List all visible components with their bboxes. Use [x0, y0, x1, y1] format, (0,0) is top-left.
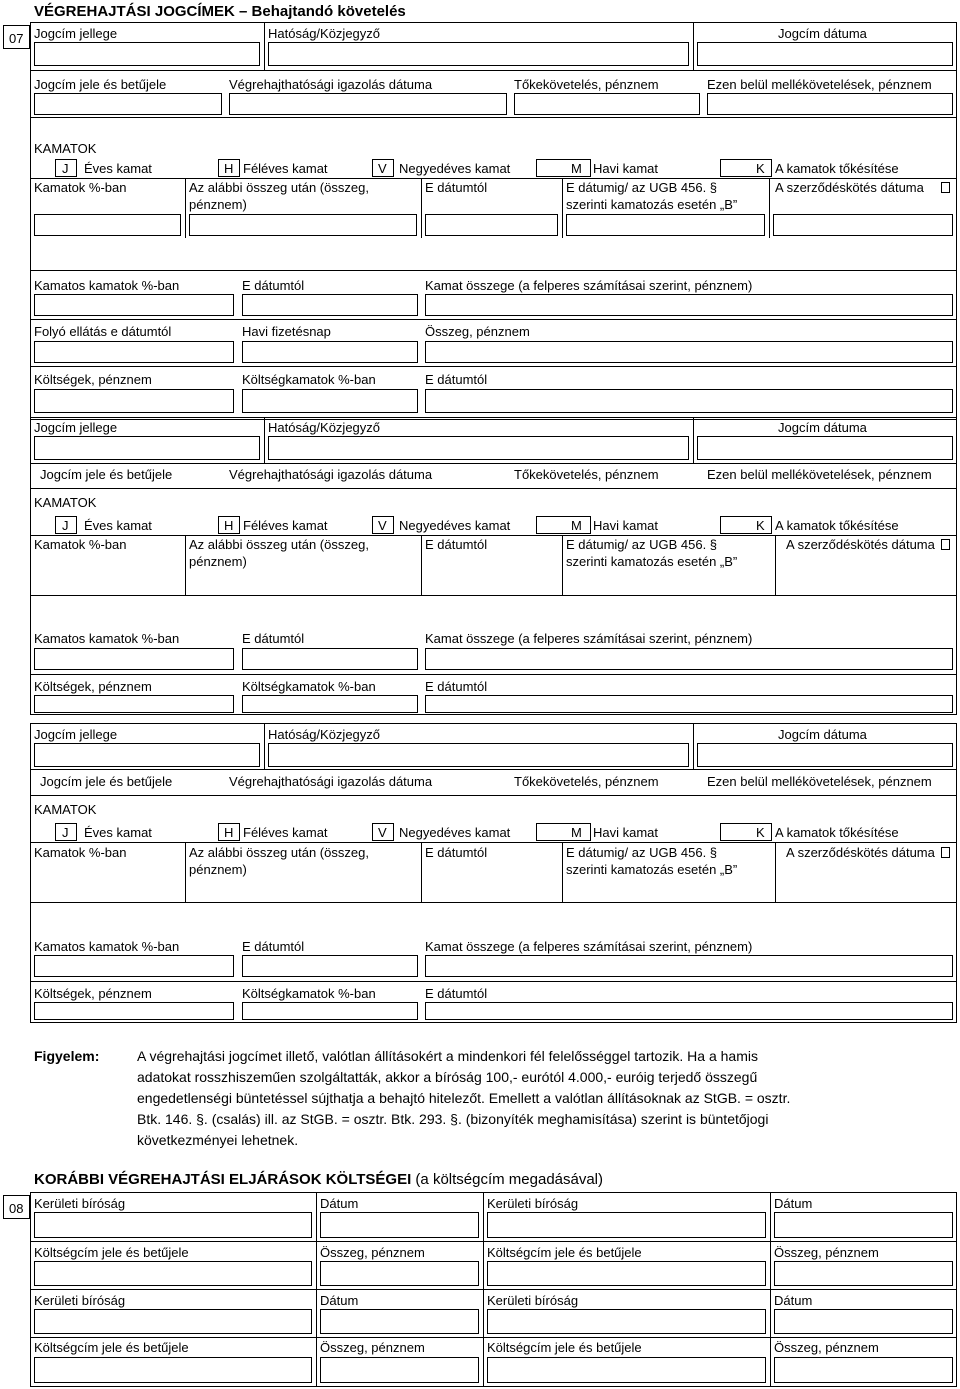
m-checkbox[interactable] — [536, 823, 591, 841]
kerueleti-birosag-field[interactable] — [487, 1212, 766, 1238]
kamatok-heading: KAMATOK — [34, 802, 97, 817]
koltseg-e-datumtol-label: E dátumtól — [425, 679, 488, 694]
jogcim-jele-label: Jogcím jele és betűjele — [34, 77, 167, 92]
osszeg-field[interactable] — [320, 1261, 479, 1286]
mellekkoveteles-label: Ezen belül mellékövetelések, pénznem — [707, 77, 932, 92]
jogcim-datuma-field[interactable] — [697, 743, 953, 767]
kamatos-e-datumtol-label: E dátumtól — [242, 278, 305, 293]
koltsegek-field[interactable] — [34, 1002, 234, 1020]
alabbi-osszeg-label-1: Az alábbi összeg után (összeg, — [189, 845, 369, 860]
section-08 — [0, 1165, 960, 1389]
datum-field[interactable] — [774, 1212, 953, 1238]
osszeg-label: Összeg, pénznem — [320, 1340, 425, 1355]
alabbi-osszeg-label-1: Az alábbi összeg után (összeg, — [189, 537, 369, 552]
kamatok-szazalek-label: Kamatok %-ban — [34, 537, 127, 552]
kamatos-e-datumtol-label: E dátumtól — [242, 939, 305, 954]
kamat-e-datumtol-label: E dátumtól — [425, 845, 488, 860]
m-letter: M — [571, 825, 582, 840]
e-datumig-label-2: szerinti kamatozás esetén „B” — [566, 554, 738, 569]
kamatos-kamatok-label: Kamatos kamatok %-ban — [34, 278, 180, 293]
jogcim-jele-label: Jogcím jele és betűjele — [40, 774, 173, 789]
kerueleti-birosag-label: Kerületi bíróság — [487, 1196, 579, 1211]
koltsegkamatok-label: Költségkamatok %-ban — [242, 986, 376, 1001]
havi-kamat-label: Havi kamat — [593, 825, 659, 840]
kamatos-e-datumtol-field[interactable] — [242, 955, 418, 977]
kamatos-kamatok-label: Kamatos kamatok %-ban — [34, 939, 180, 954]
koltsegkamatok-label: Költségkamatok %-ban — [242, 372, 376, 387]
szerzodeskotes-label: A szerződéskötés dátuma — [775, 180, 924, 195]
notice-line-1: A végrehajtási jogcímet illető, valótlan állításokért a mindenkori fél felelősséggel tartozik. Ha a hamis — [137, 1048, 758, 1064]
osszeg-label: Összeg, pénznem — [774, 1245, 879, 1260]
kamat-osszege-label: Kamat összege (a felperes számításai szerint, pénznem) — [425, 631, 753, 646]
mellekkoveteles-label: Ezen belül mellékövetelések, pénznem — [707, 774, 932, 789]
section-08-number: 08 — [9, 1201, 24, 1216]
koltsegek-label: Költségek, pénznem — [34, 372, 152, 387]
hatosag-label: Hatóság/Közjegyző — [268, 26, 381, 41]
mellekkoveteles-label: Ezen belül mellékövetelések, pénznem — [707, 467, 932, 482]
koltsegkamatok-field[interactable] — [242, 1002, 418, 1020]
jogcim-datuma-label: Jogcím dátuma — [778, 727, 867, 742]
koltsegkamatok-label: Költségkamatok %-ban — [242, 679, 376, 694]
kerueleti-birosag-label: Kerületi bíróság — [34, 1196, 126, 1211]
koltsegcim-field[interactable] — [34, 1357, 312, 1383]
koltsegcim-label: Költségcím jele és betűjele — [487, 1340, 642, 1355]
folyo-ellatas-label: Folyó ellátás e dátumtól — [34, 324, 172, 339]
datum-label: Dátum — [774, 1293, 813, 1308]
jogcim-jellege-label: Jogcím jellege — [34, 26, 118, 41]
v-letter: V — [378, 825, 387, 840]
kamatos-kamatok-field[interactable] — [34, 955, 234, 977]
negyedeves-kamat-label: Negyedéves kamat — [399, 161, 511, 176]
section-08-number-box — [3, 1195, 30, 1219]
eves-kamat-label: Éves kamat — [84, 825, 152, 840]
notice-line-4: Btk. 146. §. (csalás) ill. az StGB. = osztr. Btk. 293. §. (bizonyíték meghamisítása) szerint is büntetőjogi — [137, 1111, 769, 1127]
h-letter: H — [224, 518, 234, 533]
hatosag-label: Hatóság/Közjegyző — [268, 420, 381, 435]
e-datumig-label-1: E dátumig/ az UGB 456. § — [566, 845, 718, 860]
jogcim-jellege-field[interactable] — [34, 743, 260, 767]
kamatok-szazalek-label: Kamatok %-ban — [34, 180, 127, 195]
datum-field[interactable] — [320, 1212, 479, 1238]
alabbi-osszeg-label-2: pénznem) — [189, 197, 247, 212]
koltsegcim-label: Költségcím jele és betűjele — [34, 1340, 189, 1355]
section-08-title — [34, 1171, 603, 1189]
datum-label: Dátum — [774, 1196, 813, 1211]
datum-field[interactable] — [320, 1309, 479, 1334]
szerzodeskotes-label: A szerződéskötés dátuma — [786, 845, 935, 860]
v-letter: V — [378, 518, 387, 533]
koltseg-e-datumtol-label: E dátumtól — [425, 986, 488, 1001]
negyedeves-kamat-label: Negyedéves kamat — [399, 825, 511, 840]
notice-line-2: adatokat rosszhiszeműen szolgáltatták, akkor a bíróság 100,- eurótól 4.000,- euróig terjedő összegű — [137, 1069, 758, 1085]
koltsegcim-field[interactable] — [34, 1261, 312, 1286]
kerueleti-birosag-label: Kerületi bíróság — [34, 1293, 126, 1308]
j-letter: J — [62, 825, 69, 840]
section-07-number: 07 — [9, 31, 24, 46]
osszeg-field[interactable] — [320, 1357, 479, 1383]
datum-label: Dátum — [320, 1196, 359, 1211]
igazolas-datuma-label: Végrehajthatósági igazolás dátuma — [229, 774, 433, 789]
jogcim-jellege-label: Jogcím jellege — [34, 727, 118, 742]
v-letter: V — [378, 161, 387, 176]
alabbi-osszeg-label-1: Az alábbi összeg után (összeg, — [189, 180, 369, 195]
hatosag-label: Hatóság/Közjegyző — [268, 727, 381, 742]
koltsegek-label: Költségek, pénznem — [34, 679, 152, 694]
jogcim-datuma-label: Jogcím dátuma — [778, 26, 867, 41]
koltsegcim-field[interactable] — [487, 1357, 766, 1383]
igazolas-datuma-label: Végrehajthatósági igazolás dátuma — [229, 467, 433, 482]
igazolas-datuma-label: Végrehajthatósági igazolás dátuma — [229, 77, 433, 92]
notice-label: Figyelem: — [34, 1048, 100, 1064]
havi-kamat-label: Havi kamat — [593, 518, 659, 533]
koltsegcim-field[interactable] — [487, 1261, 766, 1286]
osszeg-penznem-label: Összeg, pénznem — [425, 324, 530, 339]
koltsegcim-label: Költségcím jele és betűjele — [34, 1245, 189, 1260]
h-letter: H — [224, 825, 234, 840]
kamat-e-datumtol-label: E dátumtól — [425, 537, 488, 552]
koltseg-e-datumtol-label: E dátumtól — [425, 372, 488, 387]
kerueleti-birosag-field[interactable] — [487, 1309, 766, 1334]
e-datumig-label-1: E dátumig/ az UGB 456. § — [566, 537, 718, 552]
k-checkbox[interactable] — [720, 823, 772, 841]
koltsegcim-label: Költségcím jele és betűjele — [487, 1245, 642, 1260]
tokesites-label: A kamatok tőkésítése — [775, 825, 899, 840]
k-letter: K — [756, 161, 765, 176]
notice-line-3: engedetlenségi büntetéssel sújthatja a behajtó hitelezőt. Emellett a valótlan állításoknak az StGB. = osztr. — [137, 1090, 791, 1106]
hatosag-field[interactable] — [268, 743, 689, 767]
jogcim-datuma-label: Jogcím dátuma — [778, 420, 867, 435]
feleves-kamat-label: Féléves kamat — [243, 825, 328, 840]
kamatos-e-datumtol-label: E dátumtól — [242, 631, 305, 646]
jogcim-jele-label: Jogcím jele és betűjele — [40, 467, 173, 482]
tokekoveteles-label: Tőkekövetelés, pénznem — [514, 77, 659, 92]
notice — [0, 1043, 960, 1153]
kamat-osszege-label: Kamat összege (a felperes számításai szerint, pénznem) — [425, 939, 753, 954]
h-checkbox[interactable] — [218, 823, 240, 841]
osszeg-label: Összeg, pénznem — [774, 1340, 879, 1355]
tokekoveteles-label: Tőkekövetelés, pénznem — [514, 467, 659, 482]
h-letter: H — [224, 161, 234, 176]
eves-kamat-label: Éves kamat — [84, 161, 152, 176]
k-letter: K — [756, 518, 765, 533]
osszeg-field[interactable] — [774, 1261, 953, 1286]
feleves-kamat-label: Féléves kamat — [243, 161, 328, 176]
kamatos-kamatok-label: Kamatos kamatok %-ban — [34, 631, 180, 646]
osszeg-field[interactable] — [774, 1357, 953, 1383]
e-datumig-label-2: szerinti kamatozás esetén „B” — [566, 197, 738, 212]
eves-kamat-label: Éves kamat — [84, 518, 152, 533]
alabbi-osszeg-label-2: pénznem) — [189, 862, 247, 877]
kamatok-szazalek-label: Kamatok %-ban — [34, 845, 127, 860]
alabbi-osszeg-label-2: pénznem) — [189, 554, 247, 569]
negyedeves-kamat-label: Negyedéves kamat — [399, 518, 511, 533]
kerueleti-birosag-field[interactable] — [34, 1309, 312, 1334]
feleves-kamat-label: Féléves kamat — [243, 518, 328, 533]
szerzodeskotes-label: A szerződéskötés dátuma — [786, 537, 935, 552]
placeholder-glyph-icon — [941, 847, 950, 858]
m-letter: M — [571, 518, 582, 533]
kamat-osszege-field[interactable] — [425, 955, 953, 977]
section-08-title-rest: (a költségcím megadásával) — [411, 1171, 604, 1188]
e-datumig-label-1: E dátumig/ az UGB 456. § — [566, 180, 718, 195]
kamat-osszege-label: Kamat összege (a felperes számításai szerint, pénznem) — [425, 278, 753, 293]
notice-line-5: következményei lehetnek. — [137, 1132, 299, 1148]
section-07-title: VÉGREHAJTÁSI JOGCÍMEK – Behajtandó követelés — [34, 3, 406, 20]
kamat-e-datumtol-label: E dátumtól — [425, 180, 488, 195]
datum-field[interactable] — [774, 1309, 953, 1334]
havi-fizetesnap-label: Havi fizetésnap — [242, 324, 331, 339]
koltsegek-label: Költségek, pénznem — [34, 986, 152, 1001]
osszeg-label: Összeg, pénznem — [320, 1245, 425, 1260]
jogcim-jellege-label: Jogcím jellege — [34, 420, 118, 435]
v-checkbox[interactable] — [372, 823, 394, 841]
block-3-frame — [30, 723, 957, 1023]
tokesites-label: A kamatok tőkésítése — [775, 161, 899, 176]
tokesites-label: A kamatok tőkésítése — [775, 518, 899, 533]
havi-kamat-label: Havi kamat — [593, 161, 659, 176]
kerueleti-birosag-label: Kerületi bíróság — [487, 1293, 579, 1308]
j-checkbox[interactable] — [55, 823, 77, 841]
section-08-title-bold: KORÁBBI VÉGREHAJTÁSI ELJÁRÁSOK KÖLTSÉGEI — [34, 1171, 412, 1188]
e-datumig-label-2: szerinti kamatozás esetén „B” — [566, 862, 738, 877]
datum-label: Dátum — [320, 1293, 359, 1308]
kamatok-heading: KAMATOK — [34, 495, 97, 510]
kamatok-heading: KAMATOK — [34, 141, 97, 156]
j-letter: J — [62, 161, 69, 176]
kerueleti-birosag-field[interactable] — [34, 1212, 312, 1238]
tokekoveteles-label: Tőkekövetelés, pénznem — [514, 774, 659, 789]
m-letter: M — [571, 161, 582, 176]
koltseg-e-datumtol-field[interactable] — [425, 1002, 953, 1020]
k-letter: K — [756, 825, 765, 840]
j-letter: J — [62, 518, 69, 533]
